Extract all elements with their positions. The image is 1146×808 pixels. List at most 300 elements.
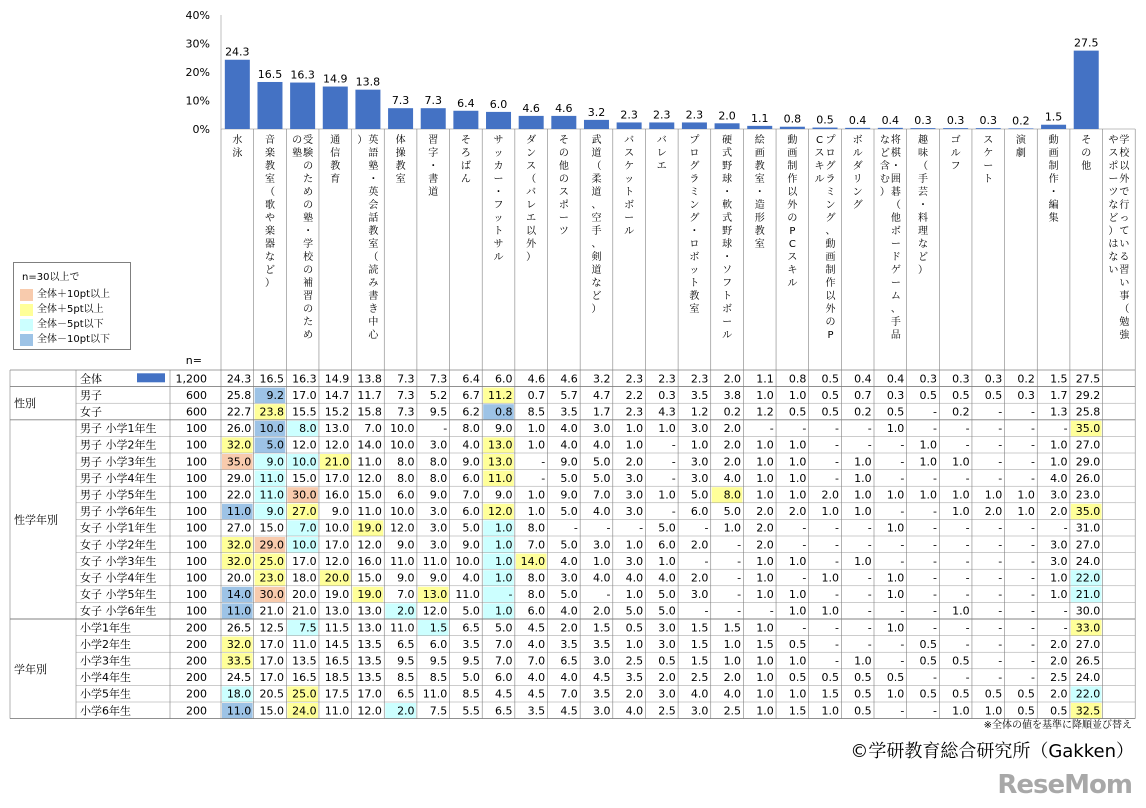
table-cell: - [965, 621, 970, 635]
table-cell: 2.5 [625, 654, 644, 668]
category-label: スケート [983, 135, 994, 185]
table-cell: - [737, 554, 742, 568]
table-cell: 4.0 [1050, 471, 1068, 485]
table-cell: 4.0 [462, 571, 480, 585]
table-cell: 17.0 [259, 671, 284, 685]
category-label: 絵画教室・造形教室 [754, 135, 765, 250]
table-cell: 16.5 [259, 372, 284, 386]
table-cell: 32.0 [226, 438, 252, 452]
table-cell: - [802, 538, 807, 552]
row-label: 女子 小学6年生 [80, 604, 157, 618]
table-cell: 11.7 [357, 388, 382, 402]
table-cell: 7.3 [397, 405, 415, 419]
category-label: 水泳 [232, 135, 243, 159]
table-cell: - [932, 588, 937, 602]
table-cell: 13.5 [292, 654, 317, 668]
table-cell: 10.0 [455, 554, 480, 568]
table-cell: - [1030, 621, 1035, 635]
table-cell: - [835, 521, 840, 535]
table-cell: 1.0 [658, 554, 676, 568]
category-label: 将棋・囲碁（他ボードゲーム、手品 [890, 135, 901, 341]
table-cell: 1.0 [756, 687, 774, 701]
table-cell: 0.5 [919, 637, 937, 651]
table-cell: 0.3 [658, 388, 676, 402]
table-cell: 4.0 [723, 471, 742, 485]
table-cell: 12.0 [488, 505, 513, 519]
bar-value-label: 2.0 [718, 109, 736, 123]
table-cell: 6.0 [429, 637, 448, 651]
table-cell: 29.0 [1075, 455, 1101, 469]
table-cell: 1.0 [625, 588, 644, 602]
table-cell: 24.0 [292, 704, 317, 718]
table-cell: - [932, 505, 937, 519]
bar [780, 127, 805, 129]
table-cell: 3.5 [560, 637, 578, 651]
table-cell: 6.0 [495, 671, 513, 685]
table-cell: - [835, 471, 840, 485]
table-cell: 1.0 [821, 604, 840, 618]
table-cell: 0.4 [886, 372, 905, 386]
table-cell: 1.5 [690, 654, 709, 668]
table-cell: 1.0 [756, 438, 774, 452]
table-cell: 0.8 [495, 405, 513, 419]
row-n: 200 [186, 687, 207, 701]
table-cell: 4.0 [592, 438, 611, 452]
table-cell: 5.0 [625, 604, 644, 618]
table-cell: 3.0 [1050, 538, 1068, 552]
n-header: n= [185, 354, 202, 367]
table-cell: 31.0 [1075, 521, 1101, 535]
table-cell: 24.0 [1075, 554, 1101, 568]
table-cell: 13.5 [357, 654, 382, 668]
table-cell: 7.0 [364, 422, 382, 436]
table-cell: 13.0 [357, 604, 382, 618]
row-n: 200 [186, 637, 207, 651]
table-cell: 5.7 [560, 388, 578, 402]
table-cell: 0.5 [952, 687, 970, 701]
row-n: 100 [186, 422, 207, 436]
table-cell: 9.0 [560, 488, 578, 502]
category-label: その他のスポーツ [558, 135, 569, 237]
table-cell: - [704, 554, 709, 568]
table-cell: 0.5 [821, 388, 840, 402]
table-cell: - [1030, 604, 1035, 618]
table-cell: 2.0 [756, 538, 774, 552]
table-cell: 6.4 [462, 372, 480, 386]
table-cell: 7.0 [299, 521, 317, 535]
table-cell: 8.0 [723, 488, 742, 502]
table-cell: - [802, 571, 807, 585]
table-cell: 1.0 [658, 422, 676, 436]
table-cell: 24.0 [1075, 671, 1101, 685]
table-cell: - [802, 521, 807, 535]
bar [388, 108, 413, 129]
category-label: 受験のための塾・学校の補習のため [303, 135, 314, 341]
table-cell: 25.0 [292, 687, 317, 701]
table-cell: 4.0 [560, 438, 578, 452]
row-label: 女子 小学1年生 [80, 521, 157, 535]
category-label: ダンス（バレエ以外） [526, 135, 537, 263]
category-label: 武道（柔道、空手、剣道など） [591, 135, 602, 315]
legend [13, 262, 131, 350]
table-cell: 2.0 [788, 505, 807, 519]
table-cell: 3.5 [527, 704, 546, 718]
table-cell: 0.5 [984, 388, 1003, 402]
table-cell: 1.0 [1017, 488, 1035, 502]
table-cell: 11.0 [422, 554, 448, 568]
table-cell: 6.0 [527, 604, 546, 618]
table-cell: 1.0 [919, 438, 937, 452]
table-cell: 0.3 [1017, 388, 1035, 402]
table-cell: - [1030, 588, 1035, 602]
table-cell: 33.5 [226, 654, 252, 668]
table-cell: 2.0 [821, 488, 840, 502]
table-cell: 1.0 [756, 621, 774, 635]
table-cell: 1.0 [788, 654, 807, 668]
table-cell: 17.0 [259, 654, 284, 668]
table-cell: 1.0 [495, 538, 513, 552]
table-cell: 0.7 [854, 388, 872, 402]
table-cell: 18.0 [226, 687, 252, 701]
table-cell: - [671, 471, 676, 485]
table-cell: 1.0 [527, 438, 546, 452]
table-cell: - [1063, 521, 1068, 535]
row-label: 小学3年生 [80, 654, 131, 668]
table-cell: - [932, 471, 937, 485]
table-cell: - [900, 704, 905, 718]
table-cell: - [998, 571, 1003, 585]
table-cell: 4.0 [560, 604, 578, 618]
table-cell: - [737, 604, 742, 618]
table-cell: 21.0 [259, 604, 284, 618]
table-cell: - [541, 455, 546, 469]
table-cell: 9.0 [397, 571, 415, 585]
bar [225, 60, 250, 129]
table-cell: 6.2 [462, 405, 480, 419]
bar-value-label: 14.9 [323, 72, 348, 86]
table-cell: 35.0 [1075, 422, 1101, 436]
table-cell: 24.5 [226, 671, 252, 685]
bar-value-label: 7.3 [391, 94, 410, 108]
table-cell: 4.0 [625, 704, 644, 718]
table-cell: - [1063, 604, 1068, 618]
table-cell: 5.0 [560, 471, 578, 485]
table-cell: 20.0 [226, 571, 252, 585]
table-cell: 12.0 [390, 521, 415, 535]
table-cell: 13.0 [488, 455, 513, 469]
table-cell: 1.0 [886, 687, 905, 701]
table-cell: 9.5 [462, 654, 480, 668]
table-cell: 1.0 [821, 704, 840, 718]
table-cell: 9.2 [266, 388, 284, 402]
table-cell: 2.0 [756, 505, 774, 519]
table-cell: 2.0 [723, 671, 742, 685]
table-cell: 13.8 [357, 372, 382, 386]
table-cell: 2.5 [658, 704, 676, 718]
table-cell: 17.0 [259, 637, 284, 651]
table-cell: 11.0 [390, 554, 415, 568]
table-cell: 2.0 [723, 422, 742, 436]
table-cell: 0.5 [1017, 687, 1035, 701]
bar [845, 128, 870, 129]
table-cell: 10.0 [292, 538, 317, 552]
table-cell: 0.5 [919, 687, 937, 701]
table-cell: 27.0 [1075, 438, 1101, 452]
table-cell: 8.5 [462, 687, 480, 701]
table-cell: 2.0 [658, 671, 676, 685]
table-cell: 0.2 [952, 405, 970, 419]
table-cell: 1.5 [756, 637, 774, 651]
table-cell: - [1030, 654, 1035, 668]
table-cell: 2.0 [723, 455, 742, 469]
table-cell: 5.0 [658, 588, 676, 602]
table-cell: 0.5 [854, 704, 872, 718]
table-cell: 30.0 [292, 488, 317, 502]
table-cell: 2.0 [723, 438, 742, 452]
table-cell: - [835, 588, 840, 602]
y-tick-label: 40% [185, 9, 210, 22]
table-cell: 0.2 [854, 405, 872, 419]
table-cell: 8.0 [429, 471, 448, 485]
table-cell: 32.0 [226, 637, 252, 651]
table-cell: 1.0 [723, 521, 742, 535]
table-cell: 16.0 [357, 554, 382, 568]
table-cell: 17.0 [292, 388, 317, 402]
table-cell: 3.0 [690, 455, 709, 469]
table-cell: 2.0 [625, 455, 644, 469]
table-cell: - [1030, 438, 1035, 452]
table-cell: 3.5 [560, 405, 578, 419]
bar [878, 128, 903, 129]
bar-value-label: 7.3 [424, 94, 442, 108]
table-cell: 1.0 [788, 554, 807, 568]
table-cell: - [900, 654, 905, 668]
bar-value-label: 6.4 [457, 96, 475, 110]
row-label: 女子 小学3年生 [80, 554, 157, 568]
table-cell: 3.0 [690, 704, 709, 718]
legend-label: 全体－10pt以下 [37, 334, 110, 345]
table-cell: 5.0 [560, 505, 578, 519]
table-cell: - [835, 637, 840, 651]
table-cell: 27.0 [1075, 637, 1101, 651]
table-cell: 29.0 [226, 471, 252, 485]
credit-text: ©学研教育総合研究所（Gakken） [850, 741, 1134, 762]
table-cell: - [802, 422, 807, 436]
table-cell: 3.0 [658, 687, 676, 701]
table-cell: 17.0 [324, 471, 350, 485]
table-cell: 2.5 [723, 704, 742, 718]
table-cell: - [998, 455, 1003, 469]
table-cell: 4.5 [527, 687, 546, 701]
table-cell: 7.0 [527, 538, 546, 552]
table-cell: 7.0 [527, 654, 546, 668]
table-cell: 5.0 [495, 621, 513, 635]
table-cell: 9.0 [495, 488, 513, 502]
table-cell: 1.0 [854, 471, 872, 485]
table-cell: 10.0 [259, 422, 284, 436]
table-cell: 2.0 [984, 505, 1003, 519]
bar-value-label: 0.3 [914, 114, 932, 128]
table-cell: 3.0 [592, 422, 611, 436]
table-cell: 1.0 [788, 455, 807, 469]
table-cell: 18.5 [324, 671, 350, 685]
table-cell: 33.0 [1075, 621, 1101, 635]
table-cell: - [1063, 422, 1068, 436]
table-cell: 9.5 [429, 654, 448, 668]
table-cell: 4.0 [560, 422, 578, 436]
table-cell: 22.7 [226, 405, 252, 419]
table-cell: 5.0 [658, 604, 676, 618]
table-cell: 13.0 [324, 604, 350, 618]
table-cell: 7.0 [560, 687, 578, 701]
table-cell: 2.0 [756, 521, 774, 535]
table-cell: 12.5 [259, 621, 284, 635]
table-cell: 0.5 [854, 687, 872, 701]
table-cell: - [769, 604, 774, 618]
table-cell: 2.5 [1050, 671, 1068, 685]
table-cell: 14.9 [324, 372, 350, 386]
table-cell: 4.6 [527, 372, 546, 386]
table-cell: 1.0 [1050, 588, 1068, 602]
table-cell: 24.3 [226, 372, 252, 386]
table-cell: 5.2 [429, 388, 448, 402]
table-cell: 0.5 [886, 671, 905, 685]
row-label: 女子 小学2年生 [80, 538, 157, 552]
table-cell: - [998, 422, 1003, 436]
bar [1041, 125, 1066, 129]
table-cell: 7.0 [495, 637, 513, 651]
table-cell: - [443, 422, 448, 436]
bar [453, 111, 478, 129]
table-cell: 3.0 [592, 654, 611, 668]
table-cell: 10.0 [324, 521, 350, 535]
table-cell: 4.5 [495, 687, 513, 701]
table-cell: 5.0 [462, 604, 480, 618]
table-cell: 0.5 [919, 654, 937, 668]
table-cell: 11.0 [422, 687, 448, 701]
y-tick-label: 20% [185, 66, 210, 79]
table-cell: 22.0 [1075, 571, 1101, 585]
bar-value-label: 4.6 [522, 101, 540, 115]
table-cell: 1.0 [984, 704, 1003, 718]
bar [813, 128, 838, 129]
table-cell: - [1063, 621, 1068, 635]
table-cell: 21.0 [292, 604, 317, 618]
table-cell: 17.0 [357, 687, 382, 701]
table-cell: 7.3 [397, 388, 415, 402]
table-cell: 11.0 [357, 455, 382, 469]
table-cell: 20.5 [259, 687, 284, 701]
row-n: 100 [186, 455, 207, 469]
table-cell: 1.0 [495, 521, 513, 535]
table-cell: 0.5 [788, 671, 807, 685]
bar-value-label: 24.3 [225, 45, 250, 59]
bar-value-label: 2.3 [620, 108, 638, 122]
table-cell: 4.6 [560, 372, 578, 386]
table-cell: 15.0 [357, 488, 382, 502]
bar [649, 122, 674, 129]
category-label: バスケットボール [624, 135, 635, 237]
row-n: 100 [186, 554, 207, 568]
table-cell: 32.0 [226, 554, 252, 568]
table-cell: - [1030, 471, 1035, 485]
table-cell: - [802, 621, 807, 635]
table-cell: - [867, 422, 872, 436]
table-cell: - [965, 588, 970, 602]
bar [1008, 128, 1033, 129]
table-cell: 1.2 [756, 405, 774, 419]
table-cell: 1.0 [1050, 455, 1068, 469]
legend-swatch [20, 319, 33, 331]
category-label: 学校以外で行っている習い事（勉強 [1119, 135, 1130, 341]
table-cell: 1.0 [592, 554, 611, 568]
table-cell: - [835, 455, 840, 469]
table-cell: - [835, 538, 840, 552]
y-tick-label: 10% [185, 94, 210, 108]
table-cell: 3.0 [429, 438, 448, 452]
table-cell: 0.3 [886, 388, 905, 402]
table-cell: 2.0 [1050, 505, 1068, 519]
category-label: C スキル [814, 135, 825, 185]
table-cell: 0.8 [788, 372, 807, 386]
bar-value-label: 13.8 [355, 75, 381, 89]
table-cell: 13.5 [357, 671, 382, 685]
table-cell: 1.0 [625, 422, 644, 436]
table-cell: 27.0 [292, 505, 317, 519]
bar-value-label: 0.4 [848, 113, 867, 127]
table-cell: 8.0 [397, 455, 415, 469]
table-cell: - [867, 438, 872, 452]
table-cell: 8.0 [527, 521, 546, 535]
table-cell: 15.8 [357, 405, 382, 419]
legend-item-lightcyan [20, 319, 104, 331]
table-cell: 8.0 [527, 571, 546, 585]
table-cell: 19.0 [357, 521, 382, 535]
row-label: 小学2年生 [80, 637, 131, 651]
table-cell: 12.0 [357, 538, 382, 552]
table-cell: 1.0 [854, 505, 872, 519]
table-cell: 11.0 [357, 505, 382, 519]
table-cell: 1.5 [821, 687, 840, 701]
row-n: 200 [186, 654, 207, 668]
table-cell: 10.0 [390, 438, 415, 452]
table-cell: 2.5 [690, 671, 709, 685]
table-cell: 5.0 [592, 455, 611, 469]
table-cell: - [704, 521, 709, 535]
table-cell: 11.0 [259, 471, 284, 485]
table-cell: - [835, 438, 840, 452]
sort-note: ※全体の値を基準に降順並び替え [983, 720, 1132, 731]
legend-swatch [20, 289, 33, 301]
table-cell: 13.0 [488, 438, 513, 452]
table-cell: 4.0 [592, 505, 611, 519]
row-n: 100 [186, 488, 207, 502]
table-cell: 21.0 [324, 455, 350, 469]
table-cell: - [998, 405, 1003, 419]
row-label: 男子 小学5年生 [80, 488, 157, 502]
table-cell: 26.0 [1075, 471, 1101, 485]
bar [682, 122, 707, 129]
table-cell: 11.2 [488, 388, 513, 402]
table-cell: 1.0 [854, 654, 872, 668]
table-cell: 1.0 [886, 422, 905, 436]
table-cell: 30.0 [259, 588, 284, 602]
table-cell: 11.0 [324, 704, 350, 718]
table-cell: 27.0 [226, 521, 252, 535]
table-cell: 1.0 [756, 571, 774, 585]
table-cell: 1.0 [625, 538, 644, 552]
table-cell: 1.0 [788, 588, 807, 602]
